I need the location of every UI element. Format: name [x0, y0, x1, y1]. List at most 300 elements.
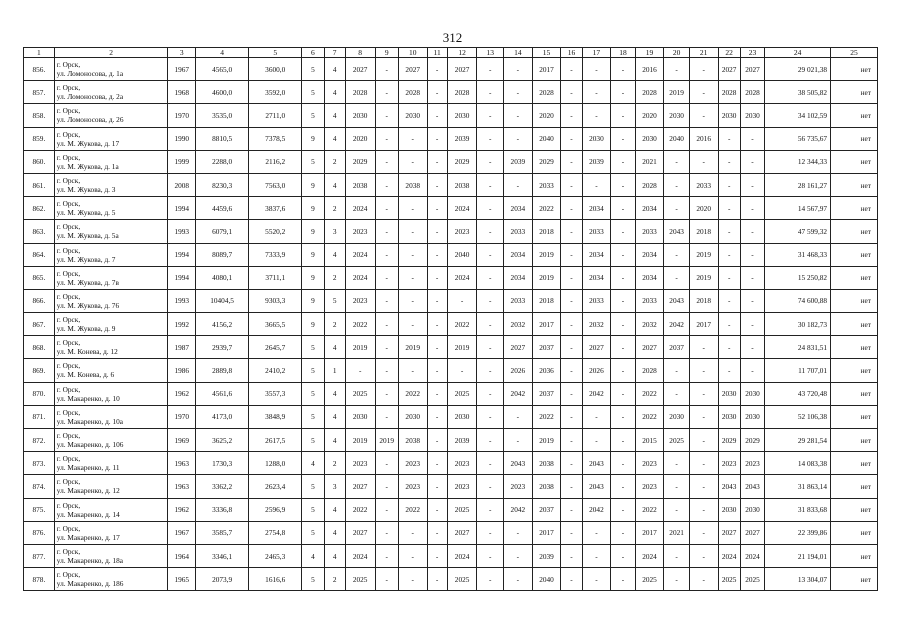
table-cell: - — [561, 220, 582, 243]
table-cell: 2028 — [345, 81, 375, 104]
table-cell: 4080,1 — [196, 266, 249, 289]
table-cell: - — [611, 336, 635, 359]
cost-cell: 29 281,54 — [765, 429, 831, 452]
table-cell: - — [689, 521, 718, 544]
address-street: ул. Ломоносова, д. 1а — [56, 69, 124, 78]
table-cell: 2038 — [345, 173, 375, 196]
table-cell: 1963 — [168, 452, 196, 475]
table-row — [24, 58, 878, 81]
flag-cell: нет — [831, 382, 878, 405]
table-cell: 4459,6 — [196, 197, 249, 220]
table-cell: 9 — [302, 173, 324, 196]
table-cell: 2038 — [532, 475, 561, 498]
table-cell: 2030 — [447, 405, 477, 428]
table-cell: 2043 — [504, 452, 533, 475]
address-street: ул. М. Жукова, д. 1а — [56, 161, 119, 171]
table-cell: - — [664, 382, 689, 405]
table-cell: - — [718, 359, 740, 382]
flag-cell: нет — [831, 173, 878, 196]
address-street: ул. Ломоносова, д. 2а — [56, 92, 124, 102]
table-cell: - — [689, 382, 718, 405]
table-cell: - — [504, 405, 533, 428]
table-cell: 1962 — [168, 382, 196, 405]
address-cell — [54, 58, 168, 81]
table-cell: 2020 — [635, 104, 664, 127]
table-cell: - — [611, 544, 635, 567]
row-number: 877. — [24, 544, 55, 567]
table-cell: - — [427, 382, 447, 405]
address-cell — [54, 359, 168, 382]
table-row — [24, 197, 878, 220]
table-cell: - — [375, 359, 398, 382]
table-cell: 2037 — [664, 336, 689, 359]
flag-cell: нет — [831, 405, 878, 428]
table-cell: - — [504, 568, 533, 591]
address-street: ул. Макаренко, д. 17 — [56, 532, 120, 542]
table-cell: 5 — [302, 429, 324, 452]
header-row — [24, 48, 878, 58]
cost-cell: 15 250,82 — [765, 266, 831, 289]
table-cell: - — [561, 475, 582, 498]
table-cell: 2028 — [718, 81, 740, 104]
table-cell: - — [477, 405, 504, 428]
table-cell: 2465,3 — [249, 544, 302, 567]
table-cell: 2021 — [664, 521, 689, 544]
table-cell: 2288,0 — [196, 150, 249, 173]
table-cell: 2596,9 — [249, 498, 302, 521]
table-cell: 3 — [324, 475, 345, 498]
table-cell: 1 — [324, 359, 345, 382]
table-cell: - — [427, 498, 447, 521]
table-cell: 2043 — [582, 475, 611, 498]
table-cell: - — [689, 544, 718, 567]
table-cell: - — [582, 104, 611, 127]
table-cell: 2026 — [504, 359, 533, 382]
table-cell: - — [447, 359, 477, 382]
address-cell — [54, 429, 168, 452]
table-cell: 2019 — [689, 266, 718, 289]
table-cell: - — [477, 220, 504, 243]
table-cell: - — [427, 475, 447, 498]
table-cell: - — [582, 521, 611, 544]
table-cell: 3625,2 — [196, 429, 249, 452]
table-cell: - — [740, 150, 764, 173]
row-number: 869. — [24, 359, 55, 382]
table-cell: 2030 — [718, 382, 740, 405]
row-number: 859. — [24, 127, 55, 150]
table-cell: 5 — [302, 405, 324, 428]
table-cell: 4 — [324, 429, 345, 452]
flag-cell: нет — [831, 81, 878, 104]
column-header: 24 — [765, 48, 831, 58]
table-cell: - — [611, 289, 635, 312]
table-cell: - — [664, 150, 689, 173]
table-cell: 2030 — [740, 498, 764, 521]
table-cell: 2027 — [345, 521, 375, 544]
flag-cell: нет — [831, 220, 878, 243]
column-header: 13 — [477, 48, 504, 58]
row-number: 865. — [24, 266, 55, 289]
address-street: ул. Макаренко, д. 12 — [56, 486, 120, 496]
table-cell: - — [477, 289, 504, 312]
table-cell: - — [611, 359, 635, 382]
table-cell: 2018 — [689, 220, 718, 243]
table-cell: 9 — [302, 243, 324, 266]
address-city: г. Орск, — [56, 477, 81, 487]
table-cell: 2030 — [345, 405, 375, 428]
row-number: 862. — [24, 197, 55, 220]
table-cell: 2024 — [447, 197, 477, 220]
table-cell: 2020 — [689, 197, 718, 220]
table-cell: 9 — [302, 313, 324, 336]
table-cell: 1969 — [168, 429, 196, 452]
table-cell: - — [689, 81, 718, 104]
row-number: 864. — [24, 243, 55, 266]
table-cell: 2018 — [532, 220, 561, 243]
table-cell: - — [561, 104, 582, 127]
table-cell: 2040 — [664, 127, 689, 150]
table-cell: - — [664, 266, 689, 289]
address-street: ул. М. Жукова, д. 3 — [56, 184, 116, 194]
table-cell: - — [427, 58, 447, 81]
table-cell: - — [611, 266, 635, 289]
table-cell: 2019 — [664, 81, 689, 104]
table-cell: 1970 — [168, 405, 196, 428]
address-street: ул. М. Жукова, д. 5 — [56, 208, 116, 218]
table-cell: 2028 — [447, 81, 477, 104]
table-cell: 4565,0 — [196, 58, 249, 81]
address-street: ул. М. Жукова, д. 7 — [56, 254, 116, 264]
flag-cell: нет — [831, 313, 878, 336]
table-cell: 1987 — [168, 336, 196, 359]
table-cell: 1970 — [168, 104, 196, 127]
column-header: 17 — [582, 48, 611, 58]
table-cell: 4 — [324, 336, 345, 359]
table-cell: 4 — [324, 243, 345, 266]
table-cell: 3535,0 — [196, 104, 249, 127]
table-cell: 2025 — [345, 568, 375, 591]
address-street: ул. Макаренко, д. 106 — [56, 440, 124, 449]
row-number: 872. — [24, 429, 55, 452]
table-cell: 2027 — [740, 521, 764, 544]
table-cell: - — [427, 313, 447, 336]
table-cell: - — [398, 127, 427, 150]
table-cell: 2025 — [447, 568, 477, 591]
row-number: 868. — [24, 336, 55, 359]
table-cell: 1964 — [168, 544, 196, 567]
column-header: 16 — [561, 48, 582, 58]
table-cell: - — [375, 266, 398, 289]
table-row — [24, 336, 878, 359]
address-city: г. Орск, — [56, 338, 81, 348]
table-cell: 2020 — [345, 127, 375, 150]
table-cell: 5 — [302, 498, 324, 521]
table-cell: 3665,5 — [249, 313, 302, 336]
table-cell: 2019 — [345, 429, 375, 452]
cost-cell: 31 863,14 — [765, 475, 831, 498]
table-cell: - — [375, 289, 398, 312]
column-header: 19 — [635, 48, 664, 58]
column-header: 5 — [249, 48, 302, 58]
table-cell: 2016 — [689, 127, 718, 150]
table-cell: 2022 — [447, 313, 477, 336]
table-cell: - — [375, 336, 398, 359]
table-cell: 3346,1 — [196, 544, 249, 567]
table-cell: - — [477, 336, 504, 359]
table-cell: 2032 — [504, 313, 533, 336]
page-number: 312 — [442, 30, 463, 45]
table-cell: 2023 — [635, 475, 664, 498]
row-number: 858. — [24, 104, 55, 127]
cost-cell: 30 182,73 — [765, 313, 831, 336]
table-cell: 7563,0 — [249, 173, 302, 196]
table-cell: - — [398, 150, 427, 173]
data-table — [23, 47, 878, 591]
table-row — [24, 382, 878, 405]
table-cell: 2027 — [345, 58, 375, 81]
table-cell: - — [561, 336, 582, 359]
table-cell: - — [427, 359, 447, 382]
cost-cell: 31 833,68 — [765, 498, 831, 521]
table-cell: 2027 — [345, 475, 375, 498]
table-cell: - — [477, 568, 504, 591]
column-header: 2 — [54, 48, 168, 58]
table-cell: 2027 — [582, 336, 611, 359]
table-cell: - — [740, 359, 764, 382]
table-cell: 2022 — [635, 405, 664, 428]
table-cell: 7333,9 — [249, 243, 302, 266]
flag-cell: нет — [831, 429, 878, 452]
table-cell: - — [504, 544, 533, 567]
table-cell: - — [561, 405, 582, 428]
table-cell: 4 — [324, 544, 345, 567]
address-city: г. Орск, — [56, 454, 81, 464]
table-cell: 5 — [302, 521, 324, 544]
table-cell: - — [561, 197, 582, 220]
table-row — [24, 521, 878, 544]
table-cell: 2033 — [504, 289, 533, 312]
table-cell: - — [504, 127, 533, 150]
table-cell: - — [664, 197, 689, 220]
table-row — [24, 568, 878, 591]
address-street: ул. Ломоносова, д. 26 — [56, 115, 124, 125]
address-street: ул. Макаренко, д. 186 — [56, 579, 124, 589]
table-cell: - — [689, 359, 718, 382]
flag-cell: нет — [831, 197, 878, 220]
table-cell: 1993 — [168, 289, 196, 312]
table-row — [24, 452, 878, 475]
table-cell: 2034 — [635, 197, 664, 220]
table-cell: 2030 — [398, 104, 427, 127]
table-cell: - — [740, 243, 764, 266]
column-header: 25 — [831, 48, 878, 58]
table-cell: - — [375, 197, 398, 220]
table-cell: 1994 — [168, 266, 196, 289]
table-cell: 2022 — [635, 498, 664, 521]
table-cell: 2 — [324, 568, 345, 591]
table-cell: 5 — [302, 475, 324, 498]
table-cell: 2019 — [532, 243, 561, 266]
flag-cell: нет — [831, 568, 878, 591]
table-cell: 2017 — [635, 521, 664, 544]
table-cell: 2028 — [740, 81, 764, 104]
cost-cell: 11 707,01 — [765, 359, 831, 382]
table-cell: - — [427, 173, 447, 196]
table-cell: 2030 — [718, 498, 740, 521]
table-cell: - — [582, 544, 611, 567]
table-cell: 2018 — [689, 289, 718, 312]
table-cell: 2029 — [345, 150, 375, 173]
table-cell: 2023 — [345, 220, 375, 243]
table-cell: 4600,0 — [196, 81, 249, 104]
table-cell: 2019 — [532, 429, 561, 452]
table-row — [24, 429, 878, 452]
table-cell: 2 — [324, 452, 345, 475]
table-cell: 2017 — [532, 521, 561, 544]
table-cell: 4 — [324, 81, 345, 104]
cost-cell: 74 600,88 — [765, 289, 831, 312]
table-cell: 5 — [324, 289, 345, 312]
table-cell: 3600,0 — [249, 58, 302, 81]
address-city: г. Орск, — [56, 291, 81, 301]
address-street: ул. М. Конева, д. 12 — [56, 347, 118, 357]
table-cell: - — [375, 127, 398, 150]
row-number: 857. — [24, 81, 55, 104]
table-cell: 1967 — [168, 58, 196, 81]
table-cell: - — [427, 81, 447, 104]
address-city: г. Орск, — [56, 83, 81, 93]
column-header: 23 — [740, 48, 764, 58]
table-cell: 2039 — [447, 429, 477, 452]
table-cell: - — [664, 568, 689, 591]
table-cell: 2029 — [718, 429, 740, 452]
table-cell: - — [427, 568, 447, 591]
table-cell: 2027 — [635, 336, 664, 359]
flag-cell: нет — [831, 150, 878, 173]
table-cell: 2039 — [532, 544, 561, 567]
cost-cell: 12 344,33 — [765, 150, 831, 173]
table-cell: - — [427, 521, 447, 544]
table-cell: 2024 — [345, 544, 375, 567]
table-cell: 2034 — [504, 197, 533, 220]
table-cell: 1994 — [168, 197, 196, 220]
address-cell — [54, 81, 168, 104]
address-cell — [54, 266, 168, 289]
table-cell: 2023 — [635, 452, 664, 475]
row-number: 873. — [24, 452, 55, 475]
table-cell: 3848,9 — [249, 405, 302, 428]
column-header: 10 — [398, 48, 427, 58]
table-cell: 1965 — [168, 568, 196, 591]
table-cell: 2034 — [504, 266, 533, 289]
table-cell: 2 — [324, 197, 345, 220]
table-cell: 2030 — [664, 405, 689, 428]
table-cell: 2038 — [532, 452, 561, 475]
row-number: 863. — [24, 220, 55, 243]
address-city: г. Орск, — [56, 570, 81, 580]
table-cell: 2017 — [689, 313, 718, 336]
table-cell: 2034 — [635, 243, 664, 266]
table-cell: - — [427, 544, 447, 567]
table-cell: 2022 — [532, 405, 561, 428]
table-cell: - — [375, 475, 398, 498]
table-cell: 2025 — [447, 382, 477, 405]
address-cell — [54, 568, 168, 591]
table-cell: 9 — [302, 220, 324, 243]
table-cell: - — [718, 243, 740, 266]
address-city: г. Орск, — [56, 523, 81, 533]
table-cell: - — [689, 568, 718, 591]
table-cell: 4 — [324, 173, 345, 196]
table-cell: - — [582, 568, 611, 591]
table-cell: 2038 — [398, 429, 427, 452]
table-cell: - — [561, 127, 582, 150]
table-cell: 2 — [324, 313, 345, 336]
table-cell: 2026 — [582, 359, 611, 382]
table-cell: 2027 — [718, 58, 740, 81]
table-cell: 2024 — [447, 544, 477, 567]
table-row — [24, 220, 878, 243]
table-cell: 1962 — [168, 498, 196, 521]
flag-cell: нет — [831, 521, 878, 544]
table-cell: 9 — [302, 266, 324, 289]
table-cell: 1992 — [168, 313, 196, 336]
column-header: 18 — [611, 48, 635, 58]
row-number: 878. — [24, 568, 55, 591]
table-cell: - — [375, 81, 398, 104]
address-cell — [54, 243, 168, 266]
table-cell: - — [689, 452, 718, 475]
address-cell — [54, 173, 168, 196]
table-cell: 2025 — [635, 568, 664, 591]
table-cell: 2617,5 — [249, 429, 302, 452]
table-row — [24, 243, 878, 266]
address-cell — [54, 544, 168, 567]
table-cell: 2033 — [635, 220, 664, 243]
table-cell: 2019 — [447, 336, 477, 359]
table-cell: - — [718, 173, 740, 196]
row-number: 874. — [24, 475, 55, 498]
table-cell: 2019 — [689, 243, 718, 266]
column-header: 11 — [427, 48, 447, 58]
table-cell: 2028 — [635, 81, 664, 104]
table-cell: 2022 — [398, 382, 427, 405]
address-city: г. Орск, — [56, 500, 81, 510]
row-number: 871. — [24, 405, 55, 428]
table-cell: 2034 — [582, 266, 611, 289]
table-cell: 2033 — [635, 289, 664, 312]
table-cell: - — [582, 405, 611, 428]
table-cell: 2023 — [345, 452, 375, 475]
table-cell: - — [561, 359, 582, 382]
table-cell: - — [427, 150, 447, 173]
table-cell: - — [398, 266, 427, 289]
address-street: ул. М. Жукова, д. 7в — [56, 277, 119, 287]
table-cell: - — [718, 197, 740, 220]
table-cell: - — [689, 336, 718, 359]
table-cell: 2015 — [635, 429, 664, 452]
table-cell: - — [375, 544, 398, 567]
address-cell — [54, 521, 168, 544]
table-cell: - — [611, 220, 635, 243]
table-cell: - — [740, 336, 764, 359]
cost-cell: 31 468,33 — [765, 243, 831, 266]
table-cell: 3 — [324, 220, 345, 243]
table-cell: 3837,6 — [249, 197, 302, 220]
table-cell: - — [561, 568, 582, 591]
table-cell: 2073,9 — [196, 568, 249, 591]
table-cell: 2043 — [664, 220, 689, 243]
